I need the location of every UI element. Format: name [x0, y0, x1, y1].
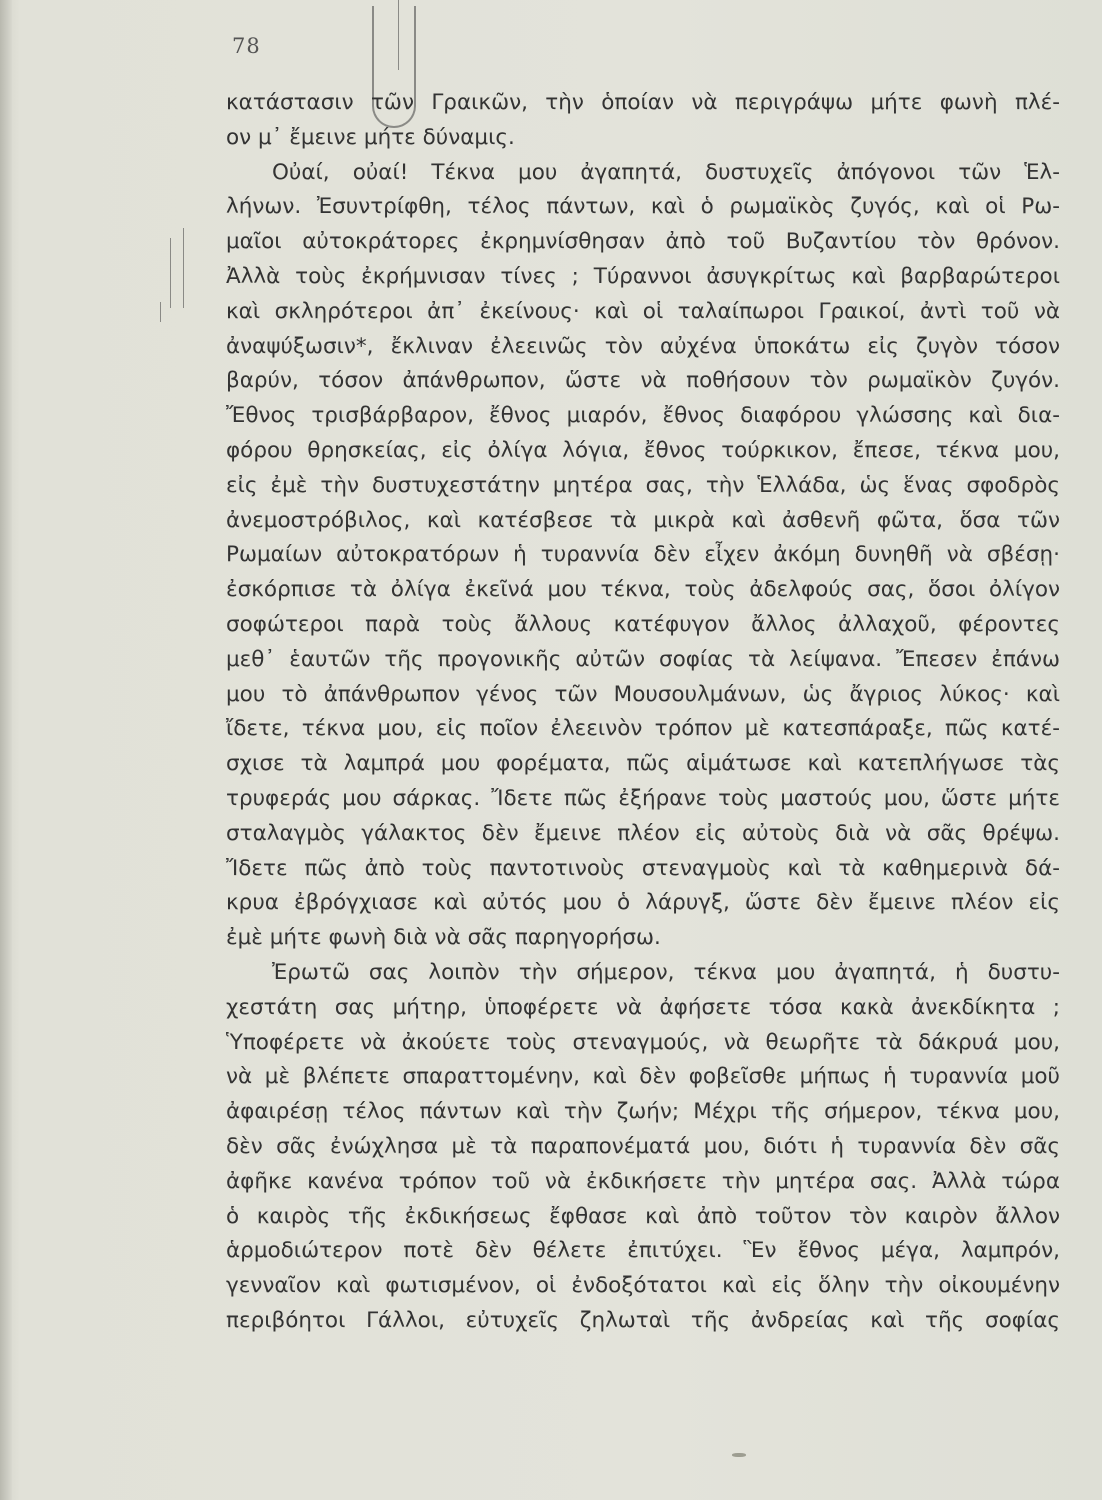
text-line: γενναῖον καὶ φωτισμένον, οἱ ἐνδοξότατοι καὶ εἰς ὅλην τὴν οἰκουμένην: [226, 1273, 1060, 1299]
text-line: χεστάτη σας μήτηρ, ὑποφέρετε νὰ ἀφήσετε τόσα κακὰ ἀνεκδίκητα ;: [226, 994, 1060, 1020]
text-line: Ἴδετε πῶς ἀπὸ τοὺς παντοτινοὺς στεναγμοὺς καὶ τὰ καθημερινὰ δά-: [226, 855, 1060, 881]
text-line: τρυφεράς μου σάρκας. Ἴδετε πῶς ἐξήρανε τοὺς μαστούς μου, ὥστε μήτε: [226, 785, 1060, 811]
text-line: φόρου θρησκείας, εἰς ὀλίγα λόγια, ἔθνος τούρκικον, ἔπεσε, τέκνα μου,: [226, 437, 1060, 463]
text-line: μου τὸ ἀπάνθρωπον γένος τῶν Μουσουλμάνων, ὡς ἄγριος λύκος· καὶ: [226, 681, 1060, 707]
text-line: δὲν σᾶς ἐνώχλησα μὲ τὰ παραπονέματά μου, διότι ἡ τυραννία δὲν σᾶς: [226, 1133, 1060, 1159]
text-line: σχισε τὰ λαμπρά μου φορέματα, πῶς αἱμάτωσε καὶ κατεπλήγωσε τὰς: [226, 751, 1060, 777]
text-line: λήνων. Ἐσυντρίφθη, τέλος πάντων, καὶ ὁ ρωμαϊκὸς ζυγός, καὶ οἱ Ρω-: [226, 194, 1060, 220]
pencil-mark-margin-1: [170, 238, 171, 308]
text-line: ὁ καιρὸς τῆς ἐκδικήσεως ἔφθασε καὶ ἀπὸ τοῦτον τὸν καιρὸν ἄλλον: [226, 1203, 1060, 1229]
text-line: Ἐρωτῶ σας λοιπὸν τὴν σήμερον, τέκνα μου ἀγαπητά, ἡ δυστυ-: [272, 959, 1060, 985]
page-binding-edge: [0, 0, 12, 1500]
text-line: καὶ σκληρότεροι ἀπ᾽ ἐκείνους· καὶ οἱ ταλαίπωροι Γραικοί, ἀντὶ τοῦ νὰ: [226, 298, 1060, 324]
text-line: ἀναψύξωσιν*, ἔκλιναν ἐλεεινῶς τὸν αὐχένα ὑποκάτω εἰς ζυγὸν τόσον: [226, 333, 1060, 359]
text-line: Ρωμαίων αὐτοκρατόρων ἡ τυραννία δὲν εἶχεν ἀκόμη δυνηθῆ νὰ σβέσῃ·: [226, 542, 1060, 568]
pencil-mark-margin-2: [183, 228, 184, 308]
pencil-mark-top-inner: [398, 0, 399, 70]
pencil-mark-margin-3: [160, 302, 161, 322]
text-line: ἐσκόρπισε τὰ ὀλίγα ἐκεῖνά μου τέκνα, τοὺς ἀδελφούς σας, ὅσοι ὀλίγον: [226, 577, 1060, 603]
text-line: ἐμὲ μήτε φωνὴ διὰ νὰ σᾶς παρηγορήσω.: [226, 925, 661, 951]
body-text: [226, 86, 1060, 1339]
text-line: ἀφαιρέσῃ τέλος πάντων καὶ τὴν ζωήν; Μέχρι τῆς σήμερον, τέκνα μου,: [226, 1099, 1060, 1125]
text-line: κατάστασιν τῶν Γραικῶν, τὴν ὁποίαν νὰ περιγράψω μήτε φωνὴ πλέ-: [226, 90, 1060, 115]
text-line: ον μ᾽ ἔμεινε μήτε δύναμις.: [226, 124, 515, 150]
text-line: κρυα ἐβρόγχιασε καὶ αὐτός μου ὁ λάρυγξ, ὥστε δὲν ἔμεινε πλέον εἰς: [226, 890, 1060, 916]
page-number: 78: [232, 34, 261, 58]
text-line: Ἀλλὰ τοὺς ἐκρήμνισαν τίνες ; Τύραννοι ἀσυγκρίτως καὶ βαρβαρώτεροι: [226, 263, 1060, 289]
text-line: μεθ᾽ ἑαυτῶν τῆς προγονικῆς αὐτῶν σοφίας τὰ λείψανα. Ἔπεσεν ἐπάνω: [226, 646, 1060, 672]
text-line: ἴδετε, τέκνα μου, εἰς ποῖον ἐλεεινὸν τρόπον μὲ κατεσπάραξε, πῶς κατέ-: [226, 716, 1060, 742]
text-line: ἀφῆκε κανένα τρόπον τοῦ νὰ ἐκδικήσετε τὴν μητέρα σας. Ἀλλὰ τώρα: [226, 1168, 1060, 1194]
paper-smudge: [732, 1453, 746, 1457]
text-line: περιβόητοι Γάλλοι, εὐτυχεῖς ζηλωταὶ τῆς ἀνδρείας καὶ τῆς σοφίας: [226, 1307, 1060, 1333]
text-line: βαρύν, τόσον ἀπάνθρωπον, ὥστε νὰ ποθήσουν τὸν ρωμαϊκὸν ζυγόν.: [226, 368, 1060, 394]
text-line: ἀνεμοστρόβιλος, καὶ κατέσβεσε τὰ μικρὰ καὶ ἀσθενῆ φῶτα, ὅσα τῶν: [226, 507, 1060, 533]
text-line: εἰς ἐμὲ τὴν δυστυχεστάτην μητέρα σας, τὴν Ἑλλάδα, ὡς ἕνας σφοδρὸς: [226, 472, 1060, 498]
text-line: νὰ μὲ βλέπετε σπαραττομένην, καὶ δὲν φοβεῖσθε μήπως ἡ τυραννία μοῦ: [226, 1064, 1060, 1090]
text-line: ἁρμοδιώτερον ποτὲ δὲν θέλετε ἐπιτύχει. Ἓν ἔθνος μέγα, λαμπρόν,: [226, 1238, 1060, 1264]
text-line: Ὑποφέρετε νὰ ἀκούετε τοὺς στεναγμούς, νὰ θεωρῆτε τὰ δάκρυά μου,: [226, 1029, 1060, 1055]
text-line: Ἔθνος τρισβάρβαρον, ἔθνος μιαρόν, ἔθνος διαφόρου γλώσσης καὶ δια-: [226, 403, 1060, 429]
text-line: Οὐαί, οὐαί! Τέκνα μου ἀγαπητά, δυστυχεῖς ἀπόγονοι τῶν Ἑλ-: [272, 159, 1060, 185]
text-line: σοφώτεροι παρὰ τοὺς ἄλλους κατέφυγον ἄλλος ἀλλαχοῦ, φέροντες: [226, 611, 1060, 637]
text-line: μαῖοι αὐτοκράτορες ἐκρημνίσθησαν ἀπὸ τοῦ Βυζαντίου τὸν θρόνον.: [226, 229, 1060, 255]
text-line: σταλαγμὸς γάλακτος δὲν ἔμεινε πλέον εἰς αὐτοὺς διὰ νὰ σᾶς θρέψω.: [226, 820, 1060, 846]
